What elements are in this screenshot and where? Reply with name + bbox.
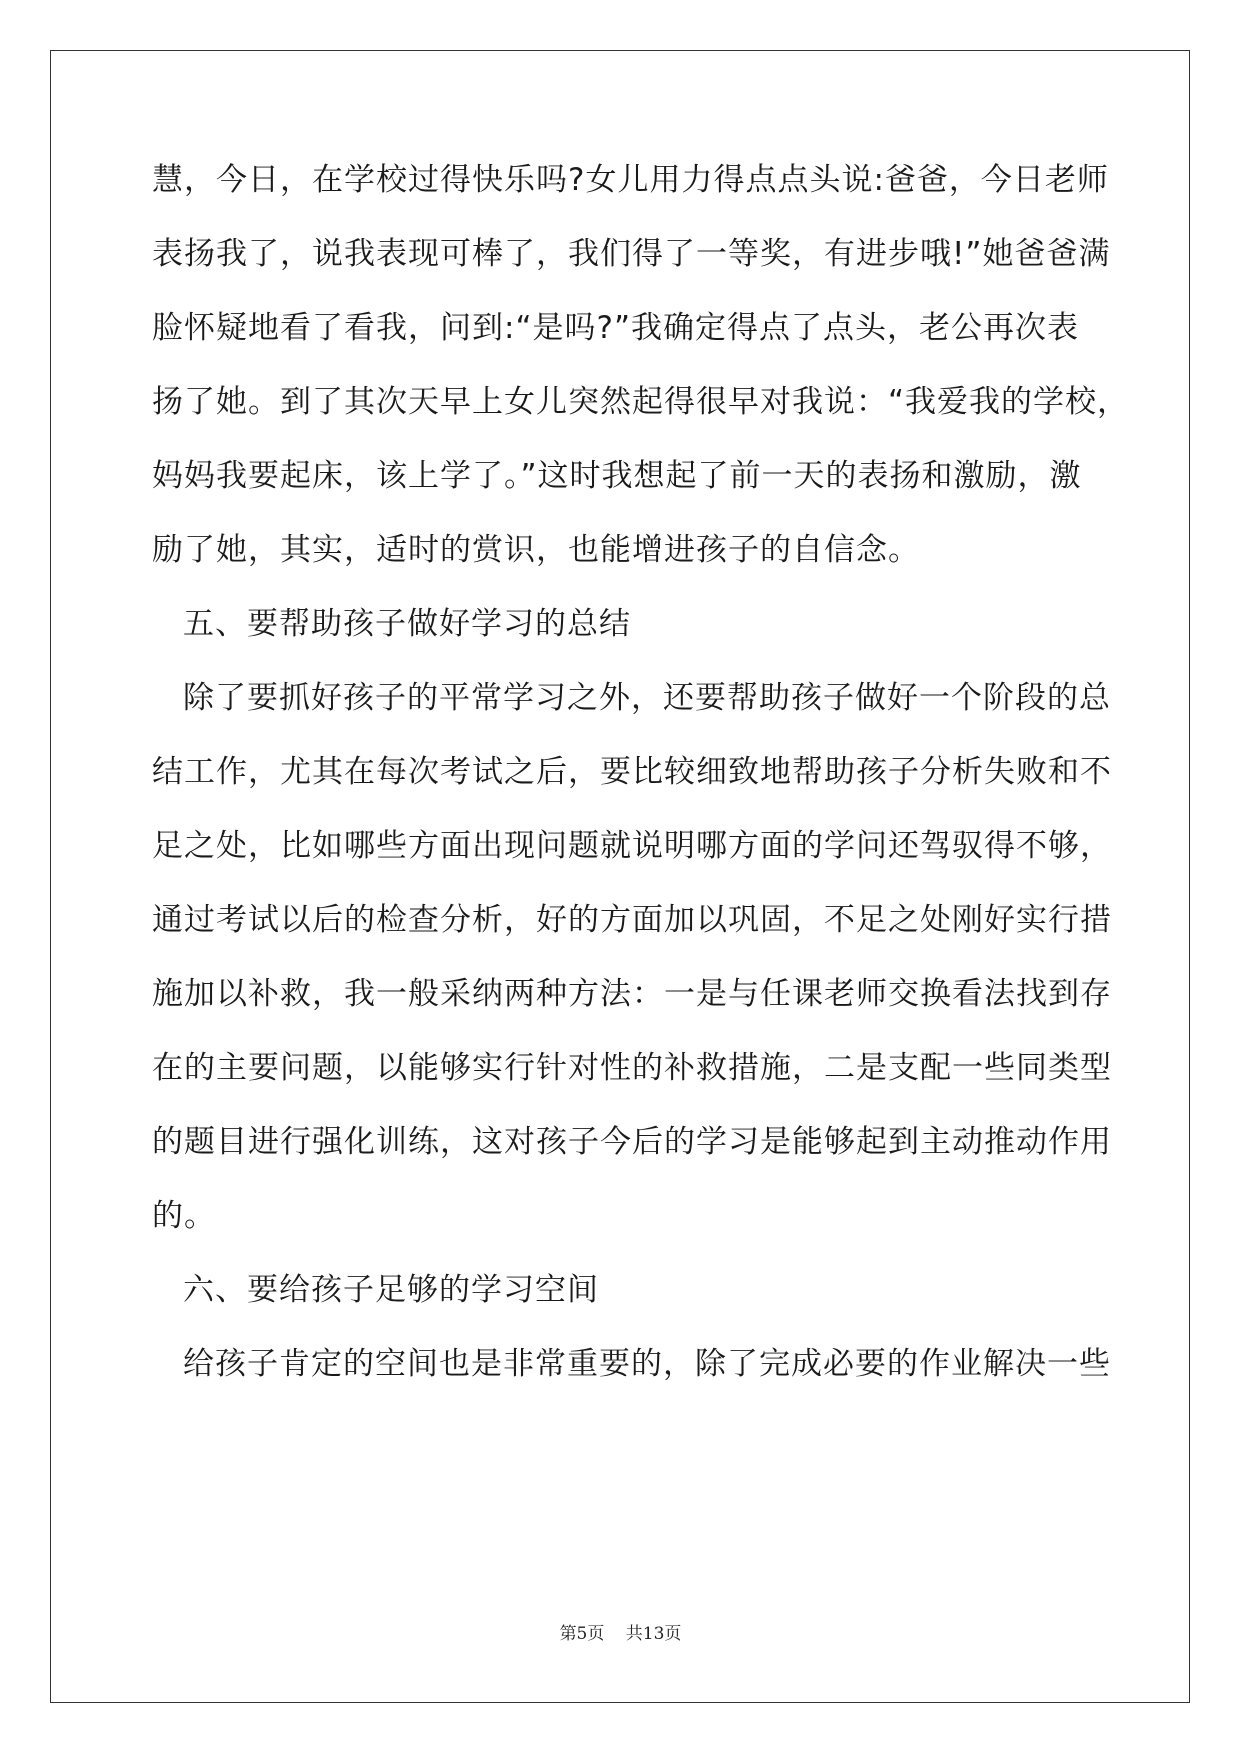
page-number: 第5页: [559, 1624, 605, 1644]
text-line: 施加以补救，我一般采纳两种方法：一是与任课老师交换看法找到存: [152, 976, 1112, 1012]
text-line: 给孩子肯定的空间也是非常重要的，除了完成必要的作业解决一些: [183, 1346, 1111, 1382]
text-line: 励了她，其实，适时的赏识，也能增进孩子的自信念。: [152, 532, 920, 568]
text-line: 表扬我了，说我表现可棒了，我们得了一等奖，有进步哦!”她爸爸满: [152, 236, 1111, 272]
text-line: 在的主要问题，以能够实行针对性的补救措施，二是支配一些同类型: [152, 1050, 1112, 1086]
text-line: 的。: [152, 1198, 216, 1234]
page-footer: [0, 1619, 1241, 1644]
text-line: 的题目进行强化训练，这对孩子今后的学习是能够起到主动推动作用: [152, 1124, 1112, 1160]
text-line: 脸怀疑地看了看我，问到:“是吗?”我确定得点了点头，老公再次表: [152, 310, 1080, 346]
text-line: 通过考试以后的检查分析，好的方面加以巩固，不足之处刚好实行措: [152, 902, 1112, 938]
text-line: 慧，今日，在学校过得快乐吗?女儿用力得点点头说:爸爸，今日老师: [152, 162, 1109, 198]
text-line: 结工作，尤其在每次考试之后，要比较细致地帮助孩子分析失败和不: [152, 754, 1112, 790]
text-line: 妈妈我要起床，该上学了。”这时我想起了前一天的表扬和激励，激: [152, 458, 1082, 494]
text-line: 除了要抓好孩子的平常学习之外，还要帮助孩子做好一个阶段的总: [183, 680, 1111, 716]
text-line: 足之处，比如哪些方面出现问题就说明哪方面的学问还驾驭得不够，: [152, 828, 1112, 864]
section-heading: 六、要给孩子足够的学习空间: [183, 1272, 599, 1308]
text-line: 扬了她。到了其次天早上女儿突然起得很早对我说：“我爱我的学校，: [152, 384, 1130, 420]
page-total: 共13页: [625, 1624, 682, 1644]
section-heading: 五、要帮助孩子做好学习的总结: [183, 606, 631, 642]
page-border: [50, 50, 1190, 1703]
